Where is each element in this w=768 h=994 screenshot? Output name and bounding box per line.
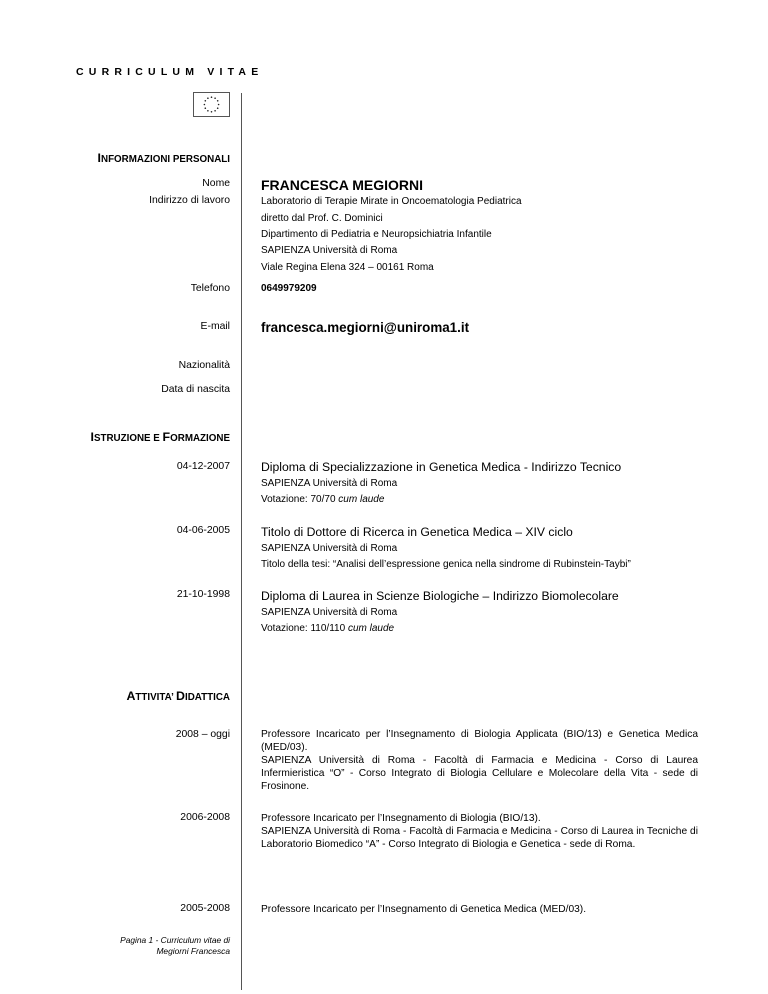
section-initial: A <box>126 689 136 703</box>
education-institution: SAPIENZA Università di Roma <box>261 607 398 618</box>
education-detail <box>261 494 384 505</box>
detail-text: Votazione: 70/70 <box>261 494 339 505</box>
document-title: CURRICULUM VITAE <box>76 66 264 78</box>
work-address-line: Laboratorio di Terapie Mirate in Oncoematologia Pediatrica <box>261 196 522 207</box>
detail-italic: cum laude <box>347 623 395 634</box>
teaching-entry <box>261 812 698 851</box>
section-heading-teaching <box>126 689 230 703</box>
teaching-role: Professore Incaricato per l’Insegnamento di Biologia (BIO/13). <box>261 813 541 824</box>
education-date: 21-10-1998 <box>176 589 230 600</box>
teaching-detail: SAPIENZA Università di Roma - Facoltà di Farmacia e Medicina - Corso di Laurea in Tecniche di Laboratorio Biomedico “A” - Corso Integrato di Biologia e Genetica - sede di Roma. <box>261 826 698 850</box>
education-institution: SAPIENZA Università di Roma <box>261 478 398 489</box>
section-initial: F <box>162 430 171 444</box>
section-initial: I <box>90 430 94 444</box>
detail-text: Titolo della tesi: “Analisi dell’espressione genica nella sindrome di Rubinstein-Taybi” <box>261 559 631 570</box>
section-text: NFORMAZIONI PERSONALI <box>101 154 230 165</box>
education-title: Titolo di Dottore di Ricerca in Genetica Medica – XIV ciclo <box>261 525 573 539</box>
footer-line: Megiorni Francesca <box>156 946 230 956</box>
section-text: TTIVITA’ <box>135 692 177 703</box>
teaching-date: 2008 – oggi <box>175 729 230 740</box>
section-initial: I <box>97 151 101 165</box>
section-heading-education <box>91 430 231 444</box>
section-heading-personal <box>98 151 230 165</box>
education-date: 04-12-2007 <box>176 461 230 472</box>
section-text: IDATTICA <box>185 692 230 703</box>
section-text: STRUZIONE E <box>93 433 163 444</box>
teaching-entry <box>261 903 698 916</box>
work-address-line: diretto dal Prof. C. Dominici <box>261 213 383 224</box>
phone-value: 0649979209 <box>261 283 317 294</box>
education-title: Diploma di Laurea in Scienze Biologiche – Indirizzo Biomolecolare <box>261 589 619 603</box>
name-label: Nome <box>202 178 230 189</box>
column-divider <box>241 93 242 990</box>
name-value: FRANCESCA MEGIORNI <box>261 177 424 193</box>
nationality-label: Nazionalità <box>178 360 230 371</box>
education-title: Diploma di Specializzazione in Genetica Medica - Indirizzo Tecnico <box>261 460 622 474</box>
eu-flag-logo <box>193 92 230 117</box>
email-label: E-mail <box>200 321 230 332</box>
teaching-date: 2006-2008 <box>180 812 230 823</box>
work-address-label: Indirizzo di lavoro <box>149 195 230 206</box>
teaching-role: Professore Incaricato per l’Insegnamento di Genetica Medica (MED/03). <box>261 904 587 915</box>
detail-text: Votazione: 110/110 <box>261 623 348 634</box>
education-date: 04-06-2005 <box>176 525 230 536</box>
work-address-line: Viale Regina Elena 324 – 00161 Roma <box>261 262 434 273</box>
teaching-date: 2005-2008 <box>180 903 230 914</box>
detail-italic: cum laude <box>338 494 385 505</box>
work-address-line: Dipartimento di Pediatria e Neuropsichiatria Infantile <box>261 229 492 240</box>
teaching-detail: SAPIENZA Università di Roma - Facoltà di Farmacia e Medicina - Corso di Laurea Infermieristica “O” - Corso Integrato di Biologia Cellulare e Molecolare della Vita - sede di Frosinone. <box>261 755 698 792</box>
education-detail <box>261 623 394 634</box>
education-institution: SAPIENZA Università di Roma <box>261 543 398 554</box>
teaching-entry <box>261 728 698 793</box>
teaching-role: Professore Incaricato per l’Insegnamento di Biologia Applicata (BIO/13) e Genetica Medica (MED/03). <box>261 729 698 753</box>
phone-label: Telefono <box>190 283 230 294</box>
section-text: ORMAZIONE <box>170 433 230 444</box>
work-address-line: SAPIENZA Università di Roma <box>261 245 398 256</box>
education-detail <box>261 559 631 570</box>
email-value[interactable]: francesca.megiorni@uniroma1.it <box>261 320 470 335</box>
footer-line: Pagina 1 - Curriculum vitae di <box>120 935 230 945</box>
birth-date-label: Data di nascita <box>161 384 230 395</box>
page-footer <box>120 935 230 957</box>
section-initial: D <box>176 689 185 703</box>
